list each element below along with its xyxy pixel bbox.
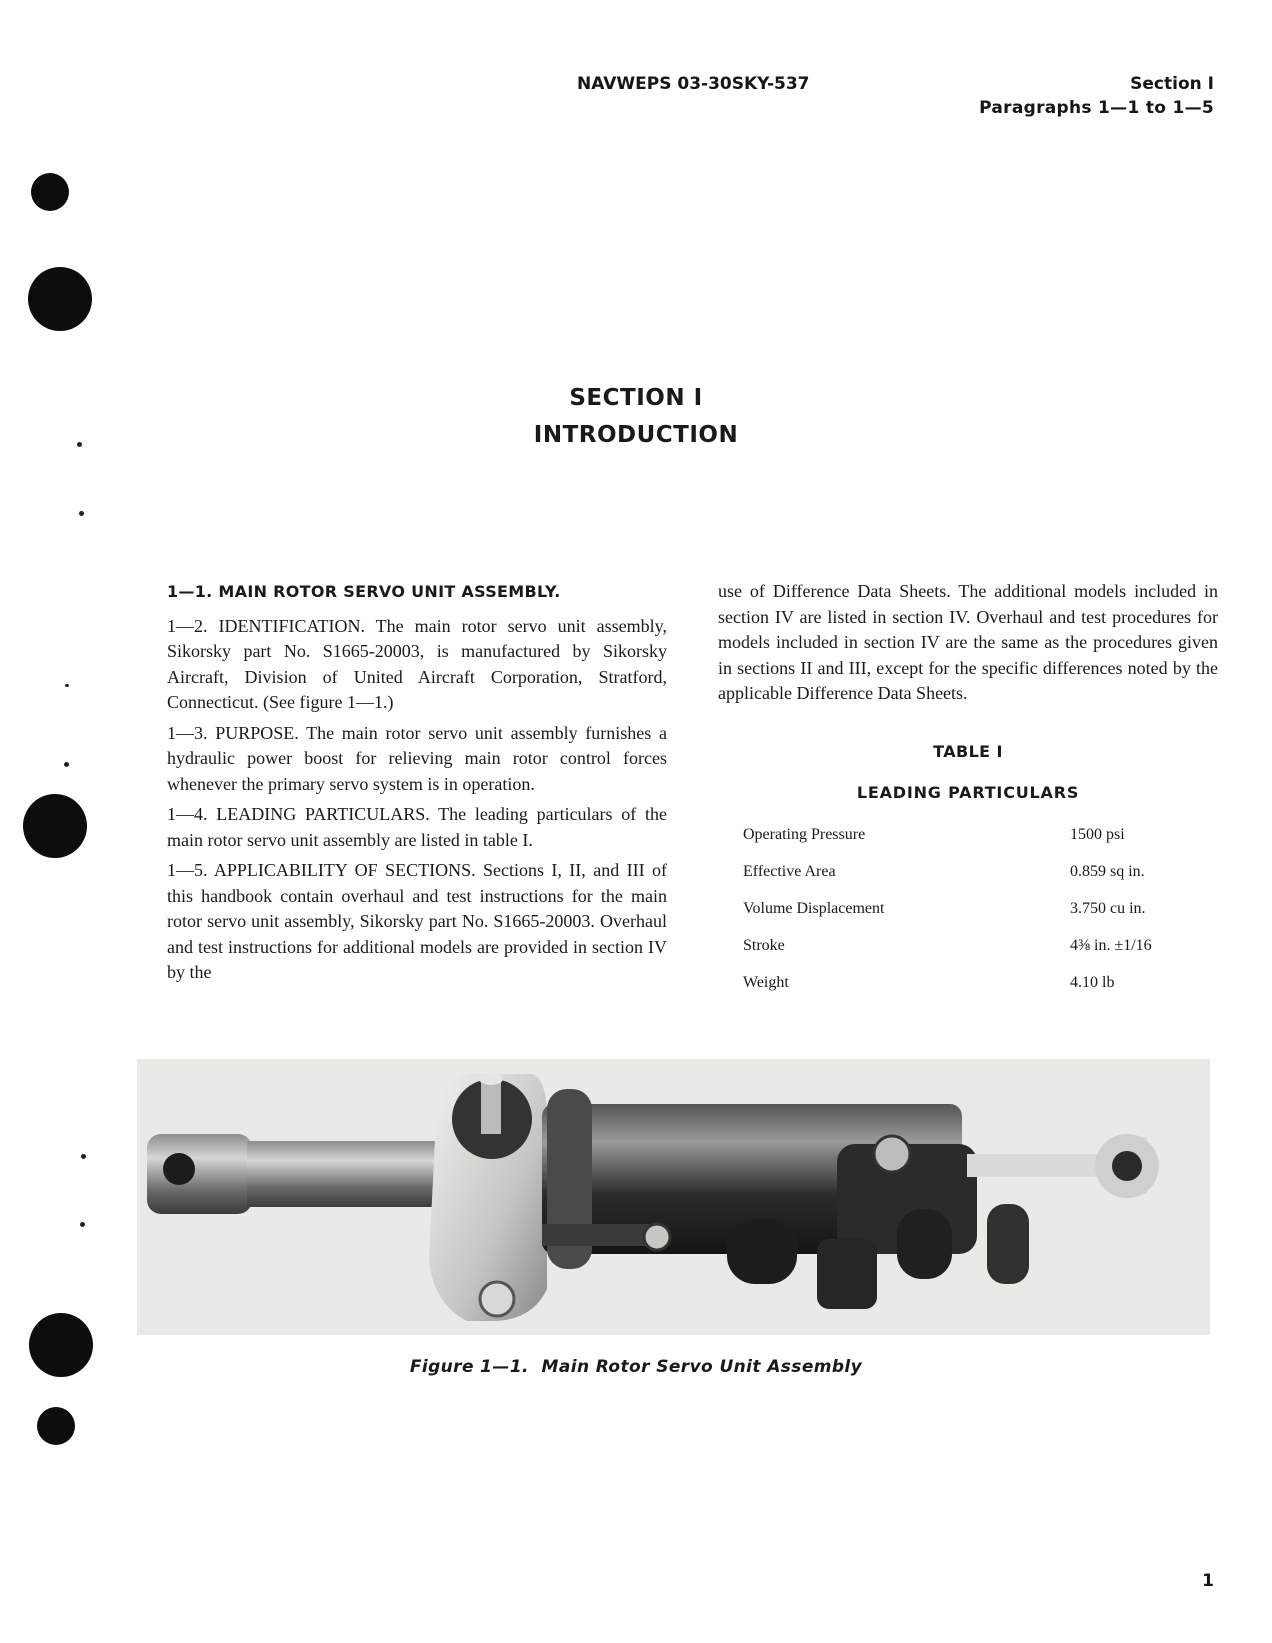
section-subtitle: INTRODUCTION — [533, 422, 739, 448]
row-value: 3.750 cu in. — [1070, 900, 1146, 917]
paragraph-leading-particulars: 1—4. LEADING PARTICULARS. The leading particulars of the main rotor servo unit assembly are listed in table I. — [167, 804, 667, 850]
table-row — [743, 826, 1203, 852]
margin-mark — [79, 511, 84, 516]
paragraph-applicability: 1—5. APPLICABILITY OF SECTIONS. Sections I, II, and III of this handbook contain overhaul and test instructions for the main rotor servo unit assembly, Sikorsky part No. S1665-20003. Overhaul and test instructions for additional models are provided in section IV by the — [167, 860, 667, 982]
paragraphs-label: Paragraphs 1—1 to 1—5 — [979, 98, 1214, 118]
row-key: Effective Area — [743, 863, 836, 880]
row-key: Volume Displacement — [743, 900, 885, 917]
table-row — [743, 937, 1203, 963]
row-value: 0.859 sq in. — [1070, 863, 1145, 880]
margin-mark — [80, 1222, 85, 1227]
binder-hole-upper — [28, 267, 92, 331]
page-number: 1 — [1202, 1571, 1214, 1591]
figure-caption: Figure 1—1. Main Rotor Servo Unit Assembly — [409, 1357, 863, 1377]
paragraph-heading: 1—1. MAIN ROTOR SERVO UNIT ASSEMBLY. — [167, 582, 561, 601]
table-label: TABLE I — [933, 742, 1003, 761]
row-key: Operating Pressure — [743, 826, 866, 843]
binder-hole-middle — [23, 794, 87, 858]
binder-hole-bottom — [37, 1407, 75, 1445]
section-title: SECTION I — [569, 385, 703, 411]
right-column — [718, 579, 1218, 712]
paragraph-continuation: use of Difference Data Sheets. The additional models included in section IV are listed in section IV. Overhaul and test procedures for models included in section IV are the same as the procedures given in sections II and III, except for the specific differences noted by the applicable Difference Data Sheets. — [718, 581, 1218, 703]
servo-unit-photo — [137, 1059, 1210, 1335]
paragraph-purpose: 1—3. PURPOSE. The main rotor servo unit assembly furnishes a hydraulic power boost for relieving main rotor control forces whenever the primary servo system is in operation. — [167, 722, 667, 794]
row-value: 4.10 lb — [1070, 974, 1115, 991]
margin-mark — [81, 1154, 86, 1159]
row-key: Weight — [743, 974, 789, 991]
binder-hole-top — [31, 173, 69, 211]
servo-unit-illustration — [137, 1059, 1210, 1335]
table-title: LEADING PARTICULARS — [856, 783, 1080, 802]
paragraph-identification: 1—2. IDENTIFICATION. The main rotor servo unit assembly, Sikorsky part No. S1665-20003, is manufactured by Sikorsky Aircraft, Division of United Aircraft Corporation, Stratford, Connecticut. (See figure 1—1.) — [167, 615, 667, 712]
row-key: Stroke — [743, 937, 785, 954]
row-value: 4⅜ in. ±1/16 — [1070, 937, 1152, 954]
table-row — [743, 900, 1203, 926]
left-column — [167, 579, 667, 991]
row-value: 1500 psi — [1070, 826, 1125, 843]
section-label: Section I — [1130, 74, 1214, 94]
document-number: NAVWEPS 03-30SKY-537 — [577, 74, 810, 94]
table-row — [743, 863, 1203, 889]
margin-mark — [64, 762, 69, 767]
margin-mark — [65, 684, 69, 687]
table-row — [743, 974, 1203, 1000]
